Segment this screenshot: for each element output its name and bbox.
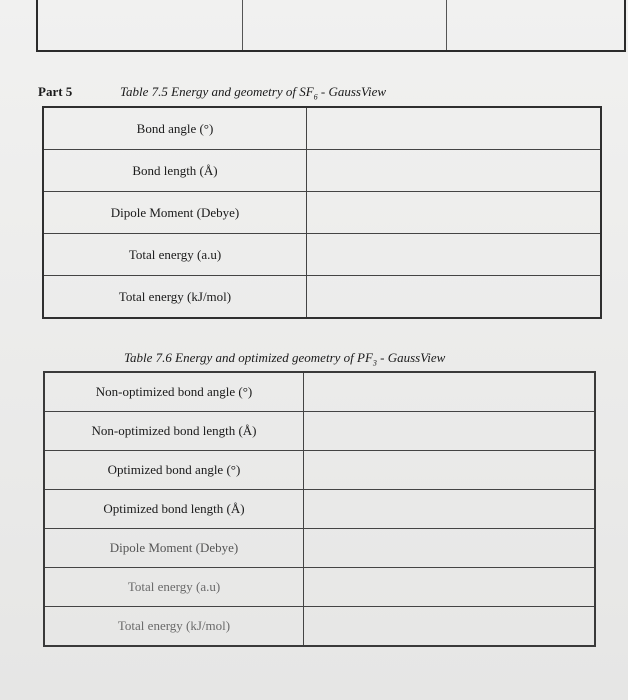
answer-cell[interactable]: [304, 412, 596, 451]
answer-cell[interactable]: [304, 372, 596, 412]
answer-cell[interactable]: [304, 529, 596, 568]
previous-table-divider: [446, 0, 447, 50]
table-7-5: [42, 106, 602, 319]
row-label: Total energy (kJ/mol): [43, 276, 307, 319]
row-label: Bond angle (°): [43, 107, 307, 150]
part-label: Part 5: [38, 84, 73, 99]
caption-subscript: 3: [372, 358, 377, 368]
row-label: Optimized bond length (Å): [44, 490, 304, 529]
table-row: [44, 451, 595, 490]
row-label: Optimized bond angle (°): [44, 451, 304, 490]
answer-cell[interactable]: [304, 451, 596, 490]
table-row: [44, 372, 595, 412]
table-row: [44, 490, 595, 529]
table-row: [43, 234, 601, 276]
row-label: Total energy (a.u): [43, 234, 307, 276]
caption-tail: - GaussView: [376, 350, 446, 365]
row-label: Total energy (a.u): [44, 568, 304, 607]
table-7-6: [43, 371, 596, 647]
caption-text: Table 7.5 Energy and geometry of SF: [120, 84, 314, 99]
row-label: Dipole Moment (Debye): [44, 529, 304, 568]
previous-table-bottom: [36, 0, 626, 52]
table-row: [44, 412, 595, 451]
answer-cell[interactable]: [304, 490, 596, 529]
table-row: [44, 568, 595, 607]
answer-cell[interactable]: [307, 150, 602, 192]
row-label: Dipole Moment (Debye): [43, 192, 307, 234]
table-row: [43, 150, 601, 192]
table-7-6-caption: [124, 350, 445, 368]
answer-cell[interactable]: [307, 234, 602, 276]
table-row: [44, 607, 595, 647]
answer-cell[interactable]: [304, 568, 596, 607]
caption-tail: - GaussView: [317, 84, 387, 99]
answer-cell[interactable]: [304, 607, 596, 647]
answer-cell[interactable]: [307, 276, 602, 319]
row-label: Non-optimized bond angle (°): [44, 372, 304, 412]
answer-cell[interactable]: [307, 192, 602, 234]
caption-text: Table 7.6 Energy and optimized geometry of PF: [124, 350, 373, 365]
table-7-5-caption: [120, 84, 386, 102]
table-row: [43, 276, 601, 319]
table-row: [43, 192, 601, 234]
caption-subscript: 6: [313, 92, 318, 102]
row-label: Bond length (Å): [43, 150, 307, 192]
table-row: [43, 107, 601, 150]
row-label: Non-optimized bond length (Å): [44, 412, 304, 451]
row-label: Total energy (kJ/mol): [44, 607, 304, 647]
table-row: [44, 529, 595, 568]
previous-table-divider: [242, 0, 243, 50]
answer-cell[interactable]: [307, 107, 602, 150]
